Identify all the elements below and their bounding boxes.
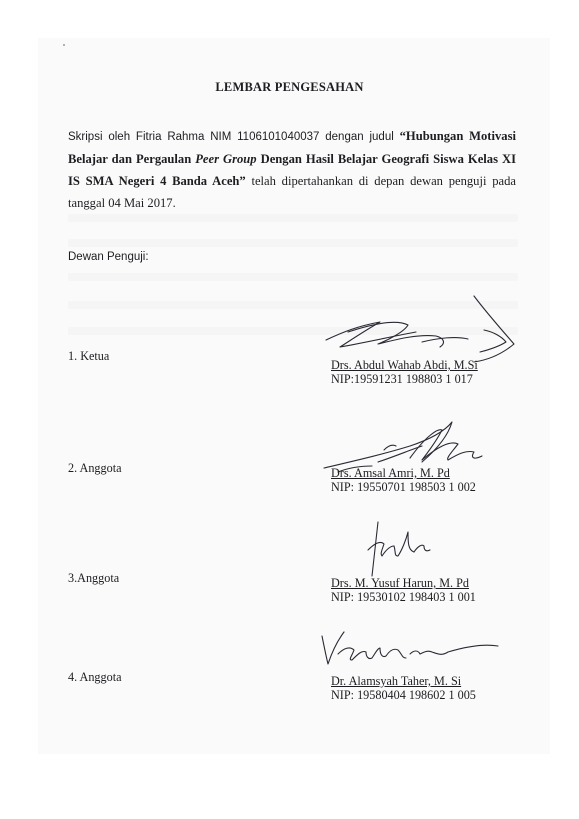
bleed-through-line [68,239,518,247]
signatory-2 [331,466,476,494]
examiner-nip-3: NIP: 19530102 198403 1 001 [331,590,476,604]
examiner-role-1: 1. Ketua [68,349,110,363]
bleed-through-line [68,273,518,281]
examiner-nip-1: NIP:19591231 198803 1 017 [331,372,473,386]
thesis-title-part2: Dengan Hasil Belajar Geografi Siswa Kelas XI IS SMA Negeri 4 Banda Aceh” [68,152,516,188]
signatory-1 [331,358,478,386]
examiner-nip-2: NIP: 19550701 198503 1 002 [331,480,476,494]
examiner-name-4: Dr. Alamsyah Taher, M. Si [331,674,462,688]
examiner-nip-4: NIP: 19580404 198602 1 005 [331,688,476,702]
statement-closing: telah dipertahankan di depan dewan penguji pada tanggal 04 Mai 2017. [68,174,516,210]
signature-4 [318,624,508,670]
examiner-role-4: 4. Anggota [68,670,122,684]
signature-1 [318,292,518,364]
document-title: LEMBAR PENGESAHAN [215,80,364,94]
bleed-through-line [68,214,518,222]
examiner-name-3: Drs. M. Yusuf Harun, M. Pd [331,576,470,590]
examiner-name-2: Drs. Amsal Amri, M. Pd [331,466,450,480]
examiner-role-2: 2. Anggota [68,461,122,475]
scan-speck [63,44,65,46]
thesis-title-part1: “Hubungan Motivasi Belajar dan Pergaulan [68,129,516,166]
signatory-3 [331,576,476,604]
signatory-4 [331,674,476,702]
signature-3 [358,510,468,582]
committee-label: Dewan Penguji: [68,251,149,263]
examiner-role-3: 3.Anggota [68,571,120,585]
thesis-title-italic: Peer Group [195,152,257,166]
examiner-name-1: Drs. Abdul Wahab Abdi, M.Si [331,358,478,372]
statement-opening: Skripsi oleh Fitria Rahma NIM 1106101040037 dengan judul [68,131,400,143]
approval-statement [68,125,516,214]
